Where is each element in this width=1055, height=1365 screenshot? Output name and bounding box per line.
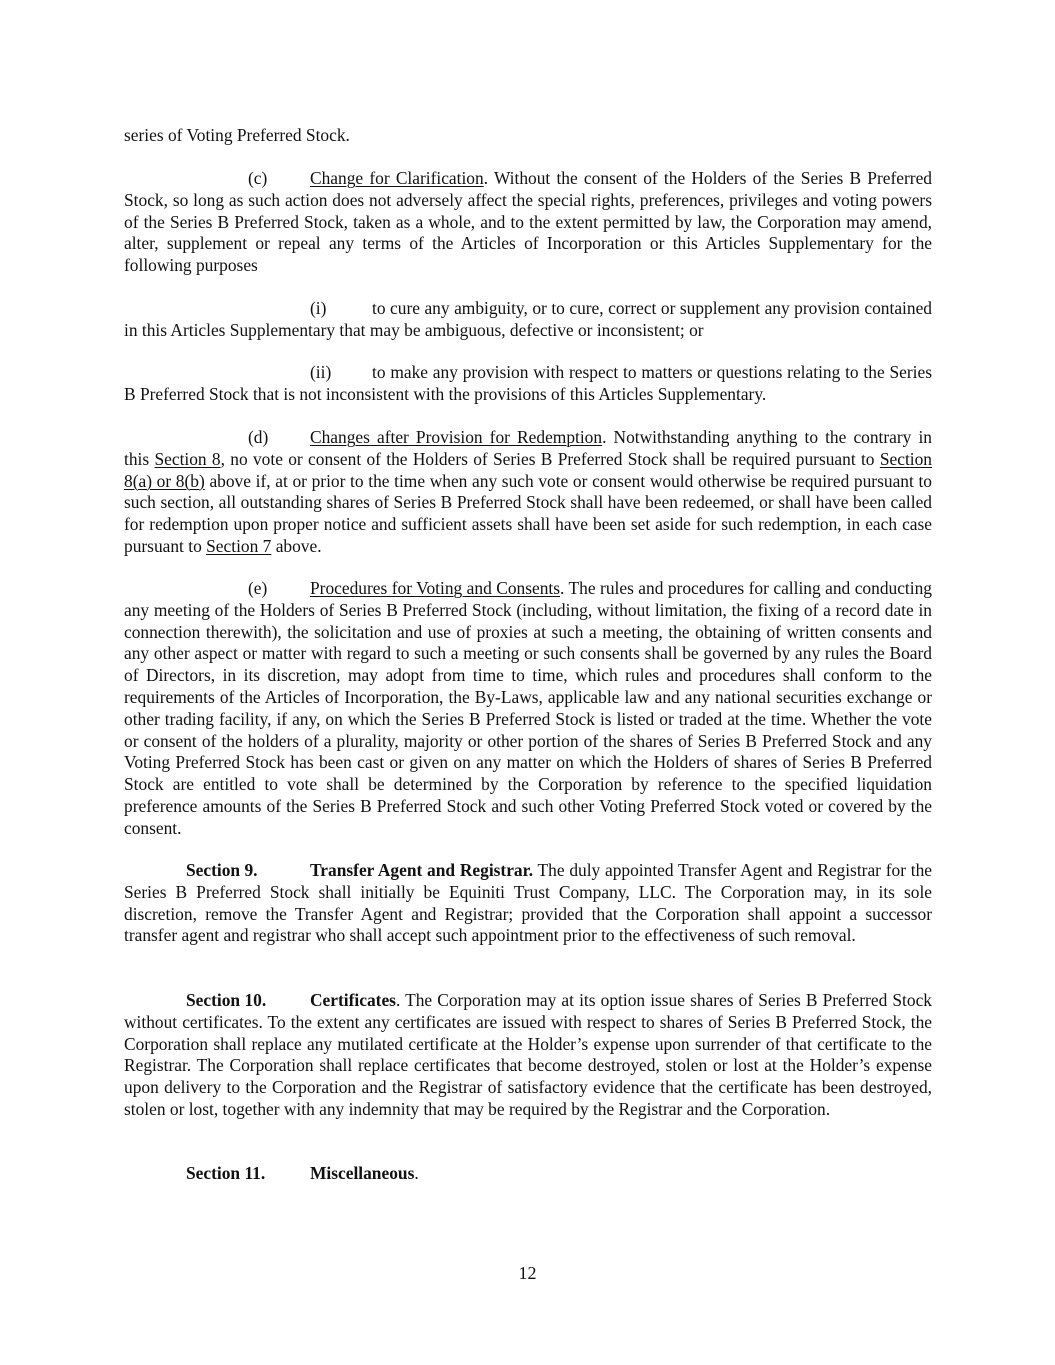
section-reference: Section 8 (154, 448, 221, 469)
section-label-10: Section 10. (186, 990, 267, 1010)
section-11-miscellaneous (124, 1163, 932, 1185)
paragraph-text: The duly appointed Transfer Agent and Registrar for the Series B Preferred Stock shall initially be Equiniti Trust Company, LLC. The Corporation may, in its sole discretion, remove the Transfer Agent and Registrar; provided that the Corporation shall appoint a successor transfer agent and registrar who shall accept such appointment prior to the effectiveness of such removal. (124, 860, 932, 946)
page-number: 12 (518, 1263, 537, 1283)
clause-label-i: (i) (310, 298, 327, 318)
paragraph-text: series of Voting Preferred Stock. (124, 125, 350, 145)
clause-label-e: (e) (248, 578, 268, 598)
section-label-11: Section 11. (186, 1163, 266, 1183)
paragraph-i (124, 298, 932, 342)
clause-label-ii: (ii) (310, 362, 332, 382)
paragraph-text: . Notwithstanding anything to the contrary in this (124, 427, 932, 469)
paragraph-e-procedures-voting (124, 578, 932, 840)
clause-heading-e: Procedures for Voting and Consents (310, 578, 561, 598)
clause-heading-c: Change for Clarification (310, 168, 484, 188)
paragraph-c-change-for-clarification (124, 168, 932, 277)
section-reference: Section 7 (206, 535, 272, 556)
section-heading-11: Miscellaneous (310, 1163, 415, 1183)
paragraph-text: . The Corporation may at its option issue shares of Series B Preferred Stock without certificates. To the extent any certificates are issued with respect to shares of Series B Preferred Stock, the Corporation shall replace any mutilated certificate at the Holder’s expense upon surrender of that certificate to the Registrar. The Corporation shall replace certificates that become destroyed, stolen or lost at the Holder’s expense upon delivery to the Corporation and the Registrar of satisfactory evidence that the certificate has been destroyed, stolen or lost, together with any indemnity that may be required by the Registrar and the Corporation. (124, 990, 932, 1119)
paragraph-text: to cure any ambiguity, or to cure, correct or supplement any provision contained in this Articles Supplementary that may be ambiguous, defective or inconsistent; or (124, 298, 932, 340)
paragraph-voting-stock-tail (124, 125, 932, 147)
paragraph-text: to make any provision with respect to matters or questions relating to the Series B Preferred Stock that is not inconsistent with the provisions of this Articles Supplementary. (124, 362, 932, 404)
paragraph-ii (124, 362, 932, 406)
paragraph-text: . Without the consent of the Holders of the Series B Preferred Stock, so long as such action does not adversely affect the special rights, preferences, privileges and voting powers of the Series B Preferred Stock, taken as a whole, and to the extent permitted by law, the Corporation may amend, alter, supplement or repeal any terms of the Articles of Incorporation or this Articles Supplementary for the following purposes (124, 168, 932, 276)
section-heading-10: Certificates (310, 990, 396, 1010)
clause-label-c: (c) (248, 168, 268, 188)
paragraph-text: , no vote or consent of the Holders of Series B Preferred Stock shall be required pursuant to (220, 448, 880, 469)
paragraph-text: above if, at or prior to the time when any such vote or consent would otherwise be required pursuant to such section, all outstanding shares of Series B Preferred Stock shall have been redeemed, or shall have been called for redemption upon proper notice and sufficient assets shall have been set aside for such redemption, in each case pursuant to (124, 470, 932, 556)
section-reference: Section 8(a) or 8(b) (124, 448, 932, 491)
section-10-certificates (124, 990, 932, 1121)
section-label-9: Section 9. (186, 860, 258, 880)
paragraph-text: . The rules and procedures for calling and conducting any meeting of the Holders of Series B Preferred Stock (including, without limitation, the fixing of a record date in connection therewith), the solicitation and use of proxies at such a meeting, the obtaining of written consents and any other aspect or matter with regard to such a meeting or such consents shall be governed by any rules the Board of Directors, in its discretion, may adopt from time to time, which rules and procedures shall conform to the requirements of the Articles of Incorporation, the By-Laws, applicable law and any national securities exchange or other trading facility, if any, on which the Series B Preferred Stock is listed or traded at the time. Whether the vote or consent of the holders of a plurality, majority or other portion of the shares of Series B Preferred Stock and any Voting Preferred Stock has been cast or given on any matter on which the Holders of shares of Series B Preferred Stock are entitled to vote shall be determined by the Corporation by reference to the specified liquidation preference amounts of the Series B Preferred Stock and such other Voting Preferred Stock voted or covered by the consent. (124, 578, 932, 838)
section-heading-9: Transfer Agent and Registrar. (310, 860, 534, 880)
section-9-transfer-agent (124, 860, 932, 947)
clause-label-d: (d) (248, 427, 269, 447)
clause-heading-d: Changes after Provision for Redemption (310, 427, 603, 447)
paragraph-text: . (414, 1163, 419, 1183)
paragraph-d-changes-after-redemption (124, 427, 932, 558)
paragraph-text: above. (271, 535, 322, 556)
